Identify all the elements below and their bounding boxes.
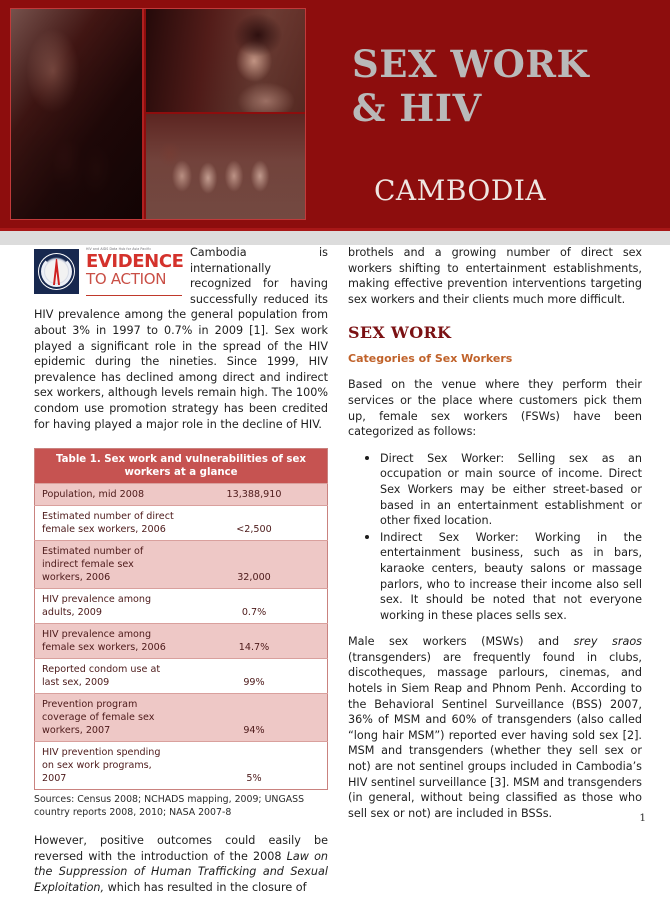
bullet-icon [365, 456, 369, 460]
table-cell-value: <2,500 [181, 506, 328, 541]
table-cell-value: 94% [181, 694, 328, 742]
left-column [34, 245, 328, 907]
closing-text-part2: which has resulted in the closure of [104, 880, 307, 894]
page-content [0, 245, 670, 894]
page-number: 1 [639, 812, 646, 824]
sex-work-vulnerabilities-table [34, 448, 328, 790]
list-item-text: Indirect Sex Worker: Working in the entertainment business, such as in bars, karaoke centers, beauty salons or massage parlors, who to increase their income also sell sex. It should be noted that not everyone working in these places sells sex. [380, 530, 642, 622]
continuation-paragraph: brothels and a growing number of direct sex workers shifting to entertainment establishments, making effective prevention interventions targeting sex workers and their clients much more difficult. [348, 246, 642, 306]
table-row [35, 694, 328, 742]
msw-text-part2: (transgenders) are frequently found in clubs, discotheques, massage parlours, cinemas, and hotels in Siem Reap and Phnom Penh. According to the Behavioral Sentinel Surveillance (BSS) 2007, 36% of MSM and 60% of transgenders (also called “long hair MSM”) reported ever having sold sex [2]. MSM and transgenders (whether they sell sex or not) are not sentinel groups included in Cambodia’s HIV sentinel surveillance [3]. MSM and transgenders (in general, without being classified as those who sell sex or not) are included in BSSs. [348, 650, 642, 820]
table-cell-label: Estimated number of direct female sex workers, 2006 [35, 506, 182, 541]
table-cell-label: HIV prevalence among female sex workers, 2006 [35, 624, 182, 659]
logo-word-to-action: TO ACTION [86, 270, 167, 288]
closing-paragraph [34, 833, 328, 895]
table-row [35, 659, 328, 694]
evidence-to-action-logo [34, 247, 182, 299]
document-subtitle-country: CAMBODIA [374, 174, 547, 207]
header-title-block [352, 42, 652, 208]
logo-word-evidence: EVIDENCE [86, 251, 184, 272]
subsection-heading-categories: Categories of Sex Workers [348, 352, 513, 366]
list-item [365, 530, 642, 624]
table-body [35, 484, 328, 790]
table-row [35, 624, 328, 659]
table-cell-value: 0.7% [181, 589, 328, 624]
header-gray-band [0, 231, 670, 245]
intro-paragraph: Cambodia is internationally recognized for having successfully reduced its HIV prevalence among the general population from about 3% in 1997 to 0.7% in 2009 [1]. Sex work played a significant role in the spread of the HIV epidemic during the nineties. Since 1999, HIV prevalence has declined among direct and indirect sex workers, although levels remain high. The 100% condom use promotion strategy has been credited for having played a major role in the decline of HIV. [34, 246, 328, 431]
table-cell-label: Estimated number of indirect female sex workers, 2006 [35, 541, 182, 589]
table-row [35, 541, 328, 589]
un-emblem-icon [34, 249, 79, 294]
header-photo-collage [10, 8, 306, 220]
table-row [35, 589, 328, 624]
table-cell-label: Reported condom use at last sex, 2009 [35, 659, 182, 694]
bullet-icon [365, 535, 369, 539]
list-item [365, 451, 642, 529]
table-row [35, 484, 328, 506]
logo-tagline: HIV and AIDS Data Hub for Asia Pacific [86, 247, 152, 251]
table-cell-value: 5% [181, 742, 328, 790]
table-sources-note: Sources: Census 2008; NCHADS mapping, 2009; UNGASS country reports 2008, 2010; NASA 2007-8 [34, 794, 305, 819]
table-cell-value: 99% [181, 659, 328, 694]
document-title-line1: SEX WORK [352, 42, 590, 86]
categories-intro-paragraph: Based on the venue where they perform their services or the place where customers pick them up, female sex workers (FSWs) have been categorized as follows: [348, 378, 642, 439]
brothel-corridor-photo [11, 9, 144, 219]
closing-text-part1: However, positive outcomes could easily be reversed with the introduction of the 2008 [34, 834, 328, 863]
table-cell-value: 13,388,910 [181, 484, 328, 506]
table-row [35, 742, 328, 790]
table-cell-label: Population, mid 2008 [35, 484, 182, 506]
table-cell-label: Prevention program coverage of female sex workers, 2007 [35, 694, 182, 742]
document-title-line2: & HIV [352, 86, 482, 130]
table-cell-label: HIV prevalence among adults, 2009 [35, 589, 182, 624]
table-row [35, 506, 328, 541]
list-item-text: Direct Sex Worker: Selling sex as an occupation or main source of income. Direct Sex Workers may be either street-based or based in an entertainment establishment or other fixed location. [380, 451, 642, 528]
srey-sraos-italic: srey sraos [573, 635, 642, 649]
sex-worker-categories-list [348, 451, 642, 624]
section-heading-sex-work: SEX WORK [348, 323, 452, 343]
document-header-banner [0, 0, 670, 228]
table-cell-value: 14.7% [181, 624, 328, 659]
table-cell-label: HIV prevention spending on sex work programs, 2007 [35, 742, 182, 790]
male-sex-workers-paragraph [348, 634, 642, 821]
table-cell-value: 32,000 [181, 541, 328, 589]
law-title-italic: Law on the Suppression of Human Trafficking and Sexual Exploitation, [34, 849, 329, 894]
table-caption: Table 1. Sex work and vulnerabilities of sex workers at a glance [35, 449, 328, 484]
msw-text-part1: Male sex workers (MSWs) and [348, 635, 574, 649]
logo-underline [86, 295, 182, 296]
outreach-group-photo [146, 114, 305, 219]
woman-portrait-photo [146, 9, 305, 112]
right-column [348, 245, 642, 832]
